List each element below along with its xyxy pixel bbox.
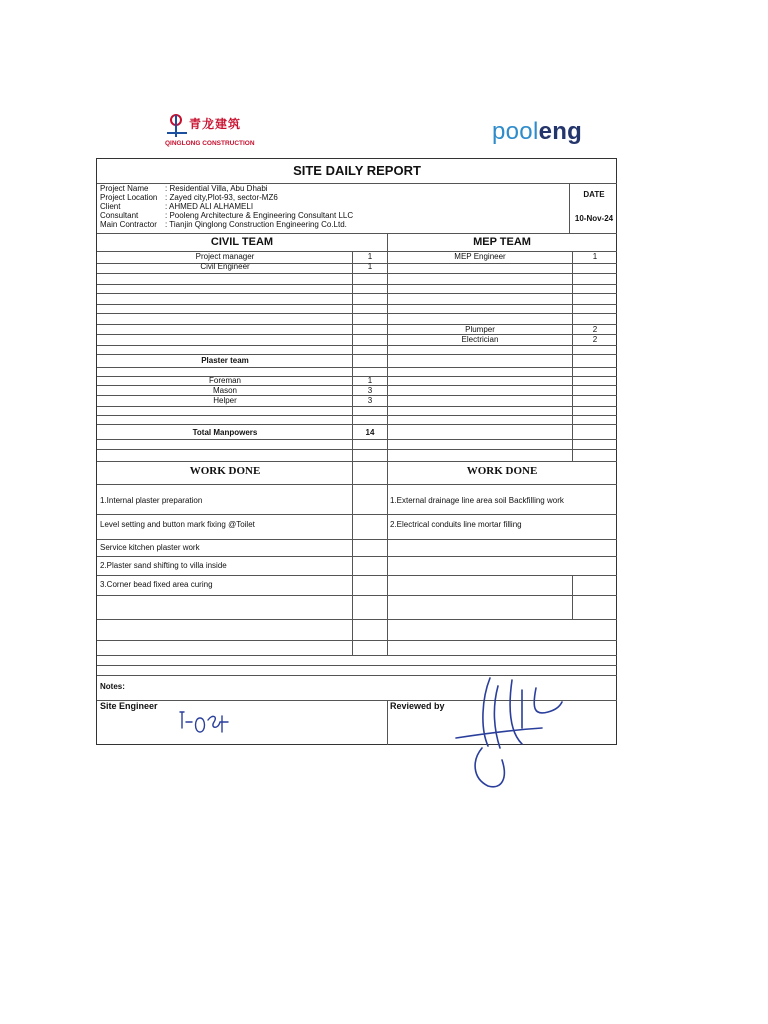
mep-count-plumper: 2 — [592, 325, 598, 334]
client-label: Client — [100, 202, 121, 211]
mep-work-done-heading: WORK DONE — [466, 465, 538, 477]
mep-count-electrician: 2 — [592, 335, 598, 344]
main-contractor-value: : Tianjin Qinglong Construction Engineering Co.Ltd. — [165, 220, 347, 229]
mep-role-plumper: Plumper — [465, 325, 495, 334]
plaster-count-mason: 3 — [367, 386, 373, 395]
reviewed-by-label: Reviewed by — [390, 701, 445, 711]
qinglong-logo-icon — [165, 113, 187, 139]
civil-work-item: Service kitchen plaster work — [100, 543, 200, 552]
site-engineer-signature — [170, 708, 240, 738]
mep-work-item: 2.Electrical conduits line mortar filling — [390, 520, 522, 529]
plaster-team-heading: Plaster team — [201, 356, 249, 365]
mep-work-item: 1.External drainage line area soil Backfilling work — [390, 496, 564, 505]
project-location-value: : Zayed city,Plot-93, sector-MZ6 — [165, 193, 278, 202]
civil-team-heading: CIVIL TEAM — [210, 236, 274, 248]
project-name-value: : Residential Villa, Abu Dhabi — [165, 184, 268, 193]
plaster-count-foreman: 1 — [367, 376, 373, 385]
consultant-label: Consultant — [100, 211, 139, 220]
civil-count-civil-engineer: 1 — [367, 262, 373, 271]
main-contractor-label: Main Contractor — [100, 220, 157, 229]
project-name-label: Project Name — [100, 184, 149, 193]
civil-work-item: 1.Internal plaster preparation — [100, 496, 203, 505]
pooleng-logo — [492, 118, 582, 146]
civil-work-done-heading: WORK DONE — [189, 465, 261, 477]
reviewer-signature — [452, 668, 567, 793]
civil-role-civil-engineer: Civil Engineer — [200, 262, 250, 271]
plaster-role-mason: Mason — [212, 386, 238, 395]
date-value: 10-Nov-24 — [574, 214, 614, 223]
total-manpowers-label: Total Manpowers — [192, 428, 258, 437]
pooleng-logo-part-b: eng — [538, 118, 583, 145]
civil-role-project-manager: Project manager — [195, 252, 255, 261]
client-value: : AHMED ALI ALHAMELI — [165, 202, 254, 211]
plaster-role-helper: Helper — [213, 396, 237, 405]
report-sheet — [96, 158, 617, 745]
qinglong-logo — [165, 113, 275, 153]
logo-english-text: QINGLONG CONSTRUCTION — [165, 140, 255, 147]
pooleng-logo-part-a: pool — [492, 118, 539, 145]
civil-work-item: 3.Corner bead fixed area curing — [100, 580, 213, 589]
report-title: SITE DAILY REPORT — [293, 163, 421, 178]
civil-work-item: Level setting and button mark fixing @Toilet — [100, 520, 255, 529]
logo-chinese-text: 青龙建筑 — [189, 117, 242, 131]
mep-team-heading: MEP TEAM — [473, 236, 531, 248]
project-location-label: Project Location — [100, 193, 158, 202]
site-engineer-label: Site Engineer — [100, 701, 158, 711]
plaster-role-foreman: Foreman — [208, 376, 242, 385]
date-label: DATE — [583, 190, 605, 199]
total-manpowers-value: 14 — [365, 428, 375, 437]
civil-count-project-manager: 1 — [367, 252, 373, 261]
plaster-count-helper: 3 — [367, 396, 373, 405]
mep-role-engineer: MEP Engineer — [454, 252, 506, 261]
mep-count-engineer: 1 — [592, 252, 598, 261]
civil-work-item: 2.Plaster sand shifting to villa inside — [100, 561, 227, 570]
mep-role-electrician: Electrician — [461, 335, 499, 344]
consultant-value: : Pooleng Architecture & Engineering Consultant LLC — [165, 211, 354, 220]
notes-label: Notes: — [100, 682, 125, 691]
